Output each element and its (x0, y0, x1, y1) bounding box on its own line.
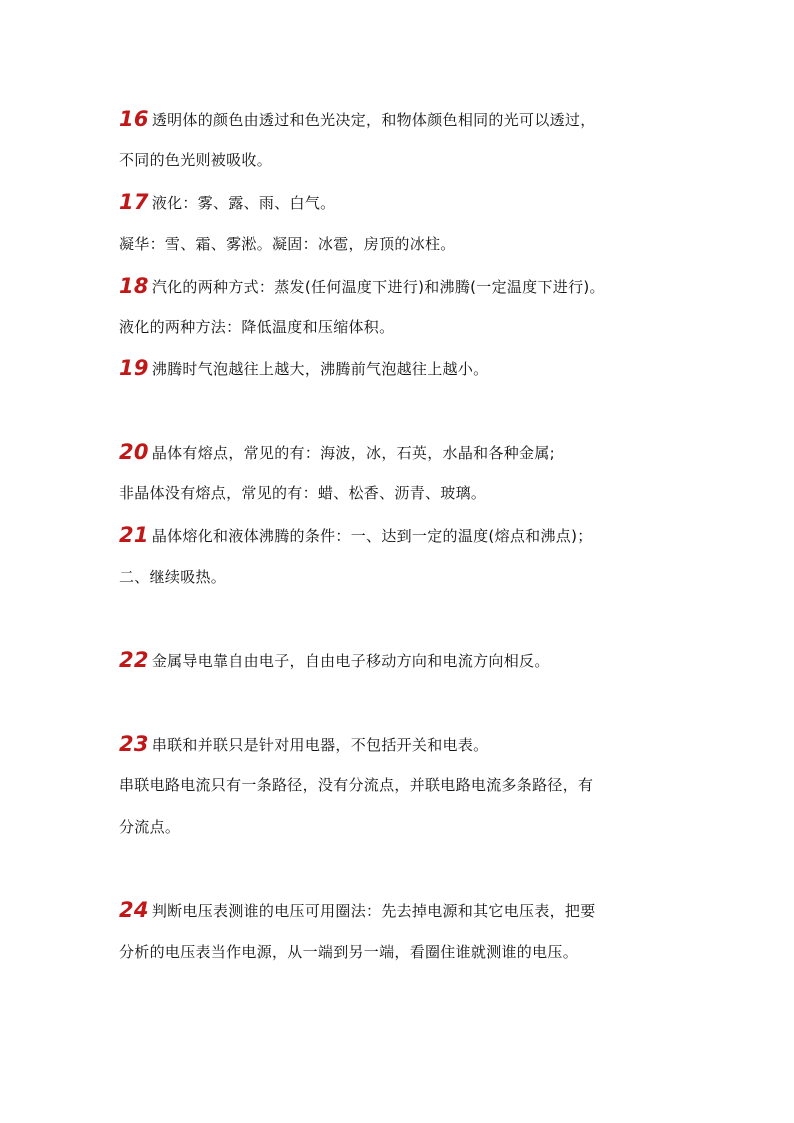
item-16-line-1 (119, 108, 704, 131)
item-number: 20 (119, 440, 149, 464)
item-number: 22 (119, 648, 149, 672)
item-text: 晶体熔化和液体沸腾的条件：一、达到一定的温度(熔点和沸点)； (151, 527, 593, 545)
item-24-line-1 (119, 899, 704, 922)
item-19-line-1 (119, 357, 704, 380)
item-16-line-2 (119, 149, 704, 171)
item-text: 不同的色光则被吸收。 (119, 151, 273, 169)
item-text: 晶体有熔点，常见的有：海波，冰，石英，水晶和各种金属; (151, 444, 555, 462)
item-text: 串联和并联只是针对用电器，不包括开关和电表。 (151, 736, 489, 754)
item-text: 判断电压表测谁的电压可用圈法：先去掉电源和其它电压表，把要 (151, 902, 596, 920)
item-20-line-1 (119, 441, 704, 464)
item-24-line-2 (119, 941, 704, 963)
item-text: 沸腾时气泡越往上越大，沸腾前气泡越往上越小。 (151, 360, 489, 378)
item-text: 液化：雾、露、雨、白气。 (151, 194, 336, 212)
item-number: 16 (119, 107, 149, 131)
item-text: 凝华：雪、霜、雾淞。凝固：冰雹，房顶的冰柱。 (119, 235, 456, 253)
item-number: 19 (119, 356, 149, 380)
item-number: 17 (119, 190, 149, 214)
item-number: 23 (119, 732, 149, 756)
item-text: 金属导电靠自由电子，自由电子移动方向和电流方向相反。 (151, 652, 550, 670)
item-23-line-2 (119, 774, 704, 796)
item-text: 串联电路电流只有一条路径，没有分流点，并联电路电流多条路径，有 (119, 776, 594, 794)
item-20-line-2 (119, 482, 704, 504)
item-number: 24 (119, 898, 149, 922)
item-23-line-1 (119, 733, 704, 756)
item-text: 非晶体没有熔点，常见的有：蜡、松香、沥青、玻璃。 (119, 484, 487, 502)
item-18-line-2 (119, 316, 704, 338)
item-21-line-1 (119, 524, 704, 547)
item-number: 21 (119, 523, 149, 547)
item-21-line-2 (119, 566, 704, 588)
item-text: 分流点。 (119, 818, 181, 836)
item-text: 液化的两种方法：降低温度和压缩体积。 (119, 318, 395, 336)
item-18-line-1 (119, 275, 704, 298)
item-23-line-3 (119, 816, 704, 838)
item-22-line-1 (119, 649, 704, 672)
item-text: 分析的电压表当作电源，从一端到另一端，看圈住谁就测谁的电压。 (119, 943, 579, 961)
item-text: 二、继续吸热。 (119, 568, 227, 586)
item-number: 18 (119, 274, 149, 298)
item-17-line-1 (119, 191, 704, 214)
item-17-line-2 (119, 233, 704, 255)
item-text: 汽化的两种方式：蒸发(任何温度下进行)和沸腾(一定温度下进行)。 (151, 278, 605, 296)
item-text: 透明体的颜色由透过和色光决定，和物体颜色相同的光可以透过， (151, 111, 596, 129)
